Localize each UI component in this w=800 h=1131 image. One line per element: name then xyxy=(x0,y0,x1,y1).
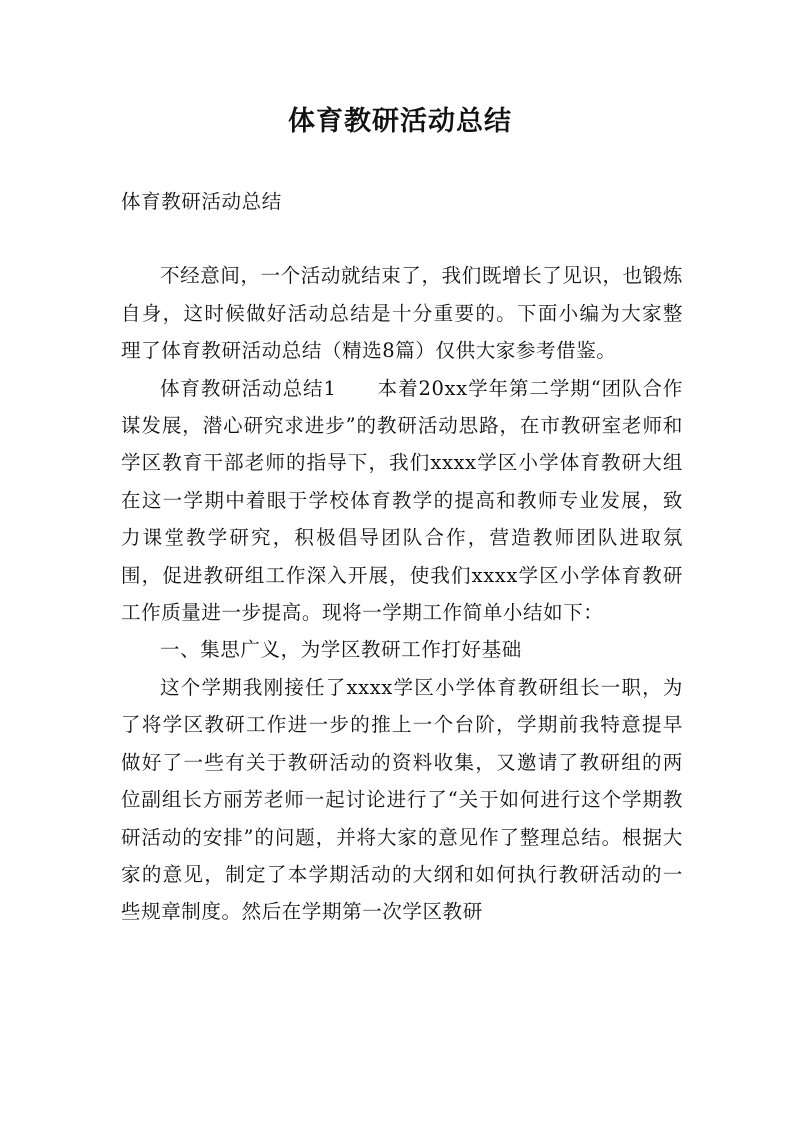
paragraph-section-1: 这个学期我刚接任了xxxx学区小学体育教研组长一职，为了将学区教研工作进一步的推上一个台阶，学期前我特意提早做好了一些有关于教研活动的资料收集，又邀请了教研组的两位副组长方丽芳老师一起讨论进行了“关于如何进行这个学期教研活动的安排”的问题，并将大家的意见作了整理总结。根据大家的意见，制定了本学期活动的大纲和如何执行教研活动的一些规章制度。然后在学期第一次学区教研 xyxy=(121,675,683,924)
paragraph-summary-1: 体育教研活动总结1 本着20xx学年第二学期“团队合作谋发展，潜心研究求进步”的教研活动思路，在市教研室老师和学区教育干部老师的指导下，我们xxxx学区小学体育教研大组在这一学期中着眼于学校体育教学的提高和教师专业发展，致力课堂教学研究，积极倡导团队合作，营造教师团队进取氛围，促进教研组工作深入开展，使我们xxxx学区小学体育教研工作质量进一步提高。现将一学期工作简单小结如下： xyxy=(121,376,683,625)
document-subtitle: 体育教研活动总结 xyxy=(121,190,282,213)
paragraph-intro: 不经意间，一个活动就结束了，我们既增长了见识，也锻炼自身，这时候做好活动总结是十分重要的。下面小编为大家整理了体育教研活动总结（精选8篇）仅供大家参考借鉴。 xyxy=(121,264,683,363)
document-title: 体育教研活动总结 xyxy=(288,106,512,137)
document-body xyxy=(121,183,683,931)
section-heading-1: 一、集思广义，为学区教研工作打好基础 xyxy=(160,638,522,662)
